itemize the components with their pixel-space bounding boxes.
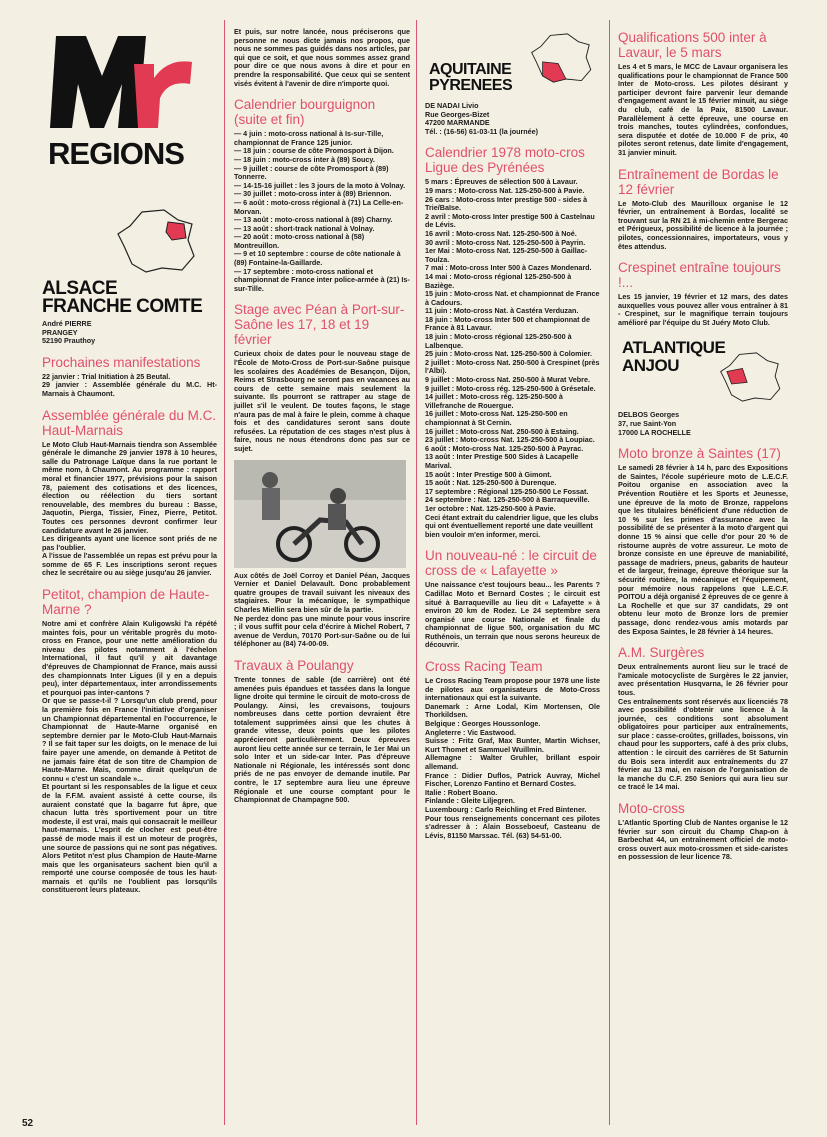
heading-calendrier-pyrenees: Calendrier 1978 moto-cros Ligue des Pyrénées bbox=[425, 145, 585, 176]
heading-cross-racing: Cross Racing Team bbox=[425, 659, 543, 675]
column-rule bbox=[416, 20, 417, 1125]
contact-atlantique: DELBOS Georges 37, rue Saint-Yon 17000 LA ROCHELLE bbox=[618, 410, 691, 437]
text-qualifications: Les 4 et 5 mars, le MCC de Lavaur organisera les qualifications pour le championnat de France 500 Inter de Moto-cross. Les pilotes désirant y participer devront faire parvenir leur demande d'engagement avant le 15 février minuit, au siège du club, café de la Paix, 81500 Lavaur. Parallèlement à cette épreuve, une course en trois manches, toutes cylindrées, confondues, sera disputée et dotée de 10.000 F de prix, 40 pilotes seront retenus, date limite d'engagement, 31 janvier minuit. bbox=[618, 62, 788, 157]
text-nouveau-ne: Une naissance c'est toujours beau... les Parents ? Cadillac Moto et Bernard Costes ; le circuit est situé à Barraqueville au lieu dit « Lafayette » à environ 20 km de Rodez. Le 24 septembre sera organisé une course Nationale et finale du championnat de ligue 500, organisation du MC Ruthénois, un terrain que nous serons heureux de découvrir. bbox=[425, 580, 600, 650]
heading-stage: Stage avec Péan à Port-sur-Saône les 17, 18 et 19 février bbox=[234, 302, 405, 348]
heading-assemblee: Assemblée générale du M.C. Haut-Marnais bbox=[42, 407, 217, 438]
france-map-icon bbox=[112, 206, 202, 276]
column-2 bbox=[234, 28, 410, 1137]
text-prochaines: 22 janvier : Trial Initiation à 25 Beutal. 29 janvier : Assemblée générale du M.C. Ht-Marnais à Chaumont. bbox=[42, 371, 217, 398]
region-title-aquitaine: AQUITAINE PYRENEES bbox=[429, 61, 513, 94]
text-moto-bronze: Le samedi 28 février à 14 h, parc des Expositions de Saintes, l'école supérieure moto de L.E.C.F. Poitou organise en association avec la Prévention Routière et les Sports et Jeunesse, une épreuve de la moto de Bronze, rappelons que les titulaires bénéficient d'une réduction de 10 % sur les primes d'assurance avec la possibilité de se présenter à la moto d'argent qui donne 15 % ainsi que celle d'or pour 20 % de ristourne auprès de votre assureur. Le moto de bronze consiste en une épreuve de maniabilité, passage de madriers, pneus, gabarits de hauteur et de largeur, freinage, épreuve théorique sur la sécurité routière, la mécanique et l'équipement, pour mémoire nous rappelons que L.E.C.F. POITOU a déjà organisé 2 épreuves de ce genre à La Rochelle et que sur 37 candidats, 29 ont obtenu leur moto de Bronze lors de premier passage, donc rendez-vous amis motards par des Exposa Saintes, le 28 février à 14 heures. bbox=[618, 463, 788, 636]
heading-prochaines: Prochaines manifestations bbox=[42, 354, 201, 370]
atlantique-header bbox=[618, 335, 788, 409]
text-bourguignon: — 4 juin : moto-cross national à Is-sur-Tille, championnat de France 125 junior. — 18 juin : course de côte Promosport à Dijon. — 18 juin : moto-cross inter à (89) Soucy. — 9 juillet : course de côte Promosport à (89) Tonnerre. — 14-15-16 juillet : les 3 jours de la moto à Volnay. — 30 juillet : moto-cross inter à (89) Briennon. — 6 août : moto-cross régional à (71) La Celle-en-Morvan. — 13 août : moto-cross national à (89) Charny. — 13 août : short-track national à Volnay. — 20 août : moto-cross national à (58) Montreuillon. — 9 et 10 septembre : course de côte nationale à (89) Fontaine-la-Gaillarde. — 17 septembre : moto-cross national et championnat de France inter police-armée à (21) Is-sur-Tille. bbox=[234, 129, 410, 293]
france-map-icon bbox=[527, 28, 597, 88]
text-travaux: Trente tonnes de sable (de carrière) ont été amenées puis épandues et tassées dans la longue ligne droite qui termine le circuit de moto-cross de Poulangy. Ainsi, les crevaisons, toujours nombreuses dans cette portion devraient être totalement supprimées ainsi que les chutes à grande vitesse, deux points que les pilotes apprécieront particulièrement. Deux épreuves auront lieu cette année sur ce terrain, le 1er Mai un solo Inter et un side-car Inter. Pas d'épreuve Nationale ni Régionale, les intéressés sont donc priés de ne pas envoyer de demande inutile. Par contre, le 17 septembre aura lieu une épreuve Régionale et une course comptant pour le Championnat de Champagne 500. bbox=[234, 674, 410, 805]
text-cross-racing: Le Cross Racing Team propose pour 1978 une liste de pilotes aux organisateurs de Moto-Cross internationaux qui est la suivante. Danemark : Arne Lodal, Kim Mortensen, Ole Thorkildsen. Belgique : Georges Houssonloge. Angleterre : Vic Eastwood. Suisse : Fritz Graf, Max Bunter, Martin Wichser, Kurt Thomet et Sammuel Wuillmin. Allemagne : Walter Gruhler, brillant espoir allemand. France : Didier Duflos, Patrick Auvray, Michel Fischer, Lorenzo Fantino et Bernard Costes. Italie : Robert Boano. Finlande : Gleite Liljegren. Luxembourg : Carlo Reichling et Fred Bintener. Pour tous renseignements concernant ces pilotes s'adresser à : Alain Bosseboeuf, Casteanu de Lévis, 81150 Marssac. Tél. (63) 54-51-00. bbox=[425, 676, 600, 840]
text-surgeres: Deux entraînements auront lieu sur le tracé de l'amicale motocycliste de Surgères le 22 janvier, avec présentation Husqvarna, le 26 février pour tous. Ces entraînements sont réservés aux licenciés 78 avec possibilité d'obtenir une licence à la journée, ces conditions sont absolument obligatoires pour participer aux entraînements, sur place : casse-croûtes, grillades, boissons, vin chaud pour les supporters, café à des prix clubs, attention : le circuit des carrières de St Saturnin du Bois sera interdit aux entraînements du 27 février au 13 mai, en raison de l'organisation de la manche du C.F. 250 Seniors qui aura lieu sur ce tracé le 14 mai. bbox=[618, 662, 788, 792]
logo-text: REGIONS bbox=[48, 136, 184, 171]
column-4 bbox=[618, 28, 788, 1137]
aquitaine-header bbox=[425, 28, 600, 100]
column-rule bbox=[224, 20, 225, 1125]
regions-logo bbox=[42, 28, 212, 178]
photo-caption: Aux côtés de Joël Corroy et Daniel Péan, Jacques Vernier et Daniel Delavault. Donc probablement quatre groupes de travail suivant les niveaux des stagiaires. Pour la mécanique, le sympathique Charles Miellin sera bien sûr de la partie. Ne perdez donc pas une minute pour vous inscrire ; il vous suffit pour cela d'écrire à Michel Robert, 7 avenue de Verdun, 70170 Port-sur-Saône ou de lui téléphoner au (84) 74-00-09. bbox=[234, 570, 410, 649]
contact-aquitaine: DE NADAI Livio Rue Georges-Bizet 47200 MARMANDE Tél. : (16-56) 61-03-11 (la journée) bbox=[425, 101, 539, 136]
text-bordas: Le Moto-Club des Maurilloux organise le 12 février, un entraînement à Bordas, localité se trouvant sur la RN 21 à mi-chemin entre Bergerac et Périgueux, possibilité de licence à la journée ; pilotes, concessionnaires, importateurs, vous y êtes attendus. bbox=[618, 198, 788, 251]
text-calendrier-pyrenees: 5 mars : Épreuves de sélection 500 à Lavaur. 19 mars : Moto-cross Nat. 125-250-500 à Pavie. 26 cars : Moto-cross Inter prestige 500 - sides à Trie/Baïse. 2 avril : Moto-cross Inter prestige 500 à Castelnau de Lévis. 16 avril : Moto-cross Nat. 125-250-500 à Noé. 30 avril : Moto-cross Nat. 125-250-500 à Payrin. 1er Mai : Moto-cross Nat. 125-250-500 à Gaillac-Toulza. 7 mai : Moto-cross Inter 500 à Cazes Mondenard. 14 mai : Moto-cross régional 125-250-500 à Baziège. 15 juin : Moto-cross Nat. et championnat de France à Cadours. 11 juin : Moto-cross Nat. à Castéra Verduzan. 18 juin : Moto-cross Inter 500 et championnat de France à 81 Lavaur. 18 juin : Moto-cross régional 125-250-500 à Lalbenque. 25 juin : Moto-cross Nat. 125-250-500 à Colomier. 2 juillet : Moto-cross Nat. 250-500 à Crespinet (près l'Albi). 9 juillet : Moto-cross Nat. 250-500 à Murat Vebre. 9 juillet : Moto-cross rég. 125-250-500 à Grésetale. 14 juillet : Moto-cross rég. 125-250-500 à Villefranche de Rouergue. 16 juillet : Moto-cross Nat. 125-250-500 en championnat à St Cernin. 16 juillet : Moto-cross Nat. 250-500 à Estaing. 23 juillet : Moto-cross Nat. 125-250-500 à Loupiac. 6 août : Moto-cross Nat. 125-250-500 à Payrac. 13 août : Inter Prestige 500 Sides à Lacapelle Marival. 15 août : Inter Prestige 500 à Gimont. 15 août : Nat. 125-250-500 à Durenque. 17 septembre : Régional 125-250-500 Le Fossat. 24 septembre : Nat. 125-250-500 à Barraqueville. 1er octobre : Nat. 125-250-500 à Pavie. Ceci étant extrait du calendrier ligue, que les clubs qui ont éventuellement reporté une date veuillent bien vouloir m'en informer, merci. bbox=[425, 177, 600, 539]
column-rule bbox=[609, 20, 610, 1125]
column-3 bbox=[425, 28, 600, 1137]
contact-alsace: André PIERRE PRANGEY 52190 Prauthoy bbox=[42, 319, 96, 346]
column-1 bbox=[42, 28, 217, 1137]
heading-moto-bronze: Moto bronze à Saintes (17) bbox=[618, 446, 781, 462]
france-map-icon bbox=[716, 347, 786, 407]
heading-travaux: Travaux à Poulangy bbox=[234, 657, 354, 673]
region-title-alsace: ALSACE FRANCHE COMTE bbox=[42, 278, 203, 317]
motorcycle-photo-graphic bbox=[234, 460, 406, 568]
text-assemblee: Le Moto Club Haut-Marnais tiendra son Assemblée générale le dimanche 29 janvier 1978 à 10 heures, salle du Patronage Laïque dans la rue portant le même nom, à Chaumont. Au programme : rapport moral et financier 1977, prévisions pour la saison 78, paiement des cotisations et des licences, élection ou réélection du tiers sortant renouvelable, des membres du bureau : Basse, Jaquotin, Pierga, Tissier, Finez, Pierre, Petitot. Toutes ces personnes devront confirmer leur candidature avant le 26 janvier. Les dirigeants ayant une licence sont priés de ne pas l'oublier. A l'issue de l'assemblée un repas est prévu pour la somme de 65 F. Les inscriptions seront reçues chez le secrétaire ou au siège jusqu'au 26 janvier. bbox=[42, 439, 217, 578]
heading-bordas: Entraînement de Bordas le 12 février bbox=[618, 166, 779, 197]
page-number: 52 bbox=[22, 1118, 34, 1129]
text-stage: Curieux choix de dates pour le nouveau stage de l'École de Moto-Cross de Port-sur-Saône puisque les scolaires des Académies de Besançon, Dijon, Reims et Strasbourg ne seront pas en vacances au cours de cette semaine mais seulement la suivante. Ils pourront se rattraper au stage de juillet s'il le veulent. De toutes façons, le stage n'aura pas de mal à faire le plein, comme à chaque fois et des candidatures seront sans doute refusées. La réputation de ces stages n'est plus à faire, nous ne nous étendrons donc pas sur ce sujet. bbox=[234, 349, 410, 453]
text-moto-cross: L'Atlantic Sporting Club de Nantes organise le 12 février sur son circuit du Champ Chap-on à Barbechat 44, un entraînement officiel de moto-cross ouvert aux moto-crossmen et side-caristes en possession de leur licence 78. bbox=[618, 818, 788, 862]
heading-crespinet: Crespinet entraîne toujours !... bbox=[618, 260, 781, 291]
heading-bourguignon: Calendrier bourguignon (suite et fin) bbox=[234, 97, 376, 128]
heading-nouveau-ne: Un nouveau-né : le circuit de cross de « Lafayette » bbox=[425, 548, 597, 579]
text-petitot: Notre ami et confrère Alain Kuligowski l'a répété maintes fois, pour un véritable progrès du moto-cross en France, pour une nette amélioration du niveau des pilotes notamment à l'échelon International, il faut qu'il y ait davantage d'épreuves de Championnat de France, mais aussi des championnats Inter Ligues (il y en a depuis peu), inter départementaux, inter arrondissements et pourquoi pas inter-cantons ? Or que se passe-t-il ? Lorsqu'un club prend, pour la première fois en France l'initiative d'organiser un Championnat départemental en l'occurrence, le Championnat de Haute-Marne organisé en septembre dernier par le Moto-Club Haut-Marnais ? Il se fait taper sur les doigts, on le menace de lui faire payer une amende, on demande à Petitot de ne jamais faire état de son titre de Champion de Haute-Marne. Mais, comme dirait quelqu'un de connu « c'est un scandale »... Et pourtant si les responsables de la ligue et ceux de la F.F.M. avaient assisté à cette course, ils auraient constaté que la bagarre fut âpre, que chacun lutta très sportivement pour un titre modeste, il est vrai, mais qui consacrait le meilleur haut-marnais. L'esprit de clocher est peut-être passé de mode mais il est un moteur de progrès, une source de passions qui ne sont pas négatives. Alors Petitot n'est plus Champion de Haute-Marne mais que les organisateurs sachent bien qu'il a remporté une course composée de tous les haut-marnais et qu'ils ne l'oublient pas lorsqu'ils constitueront leurs plateaux. bbox=[42, 619, 217, 895]
heading-moto-cross: Moto-cross bbox=[618, 801, 685, 817]
heading-qualifications: Qualifications 500 inter à Lavaur, le 5 mars bbox=[618, 30, 767, 60]
heading-surgeres: A.M. Surgères bbox=[618, 645, 705, 661]
text-crespinet: Les 15 janvier, 19 février et 12 mars, des dates auxquelles vous pouvez aller vous entraîner à 81 - Crespinet, sur le magnifique terrain toujours amélioré par l'équipe du St Juéry Moto Club. bbox=[618, 292, 788, 327]
region-title-atlantique: ATLANTIQUE ANJOU bbox=[622, 338, 726, 376]
text-intro: Et puis, sur notre lancée, nous préciserons que personne ne nous dicte jamais nos propos, que nous ne sommes pas guidés dans nos articles, par qui que ce soit, et que nous sommes assez grand pour dire ce que nous avons à dire et pour en prendre la responsabilité. Que ceux qui se sentent visés évitent à l'avenir de dire n'importe quoi. bbox=[234, 28, 410, 88]
heading-petitot: Petitot, champion de Haute-Marne ? bbox=[42, 587, 210, 618]
rider-photo bbox=[234, 460, 406, 568]
